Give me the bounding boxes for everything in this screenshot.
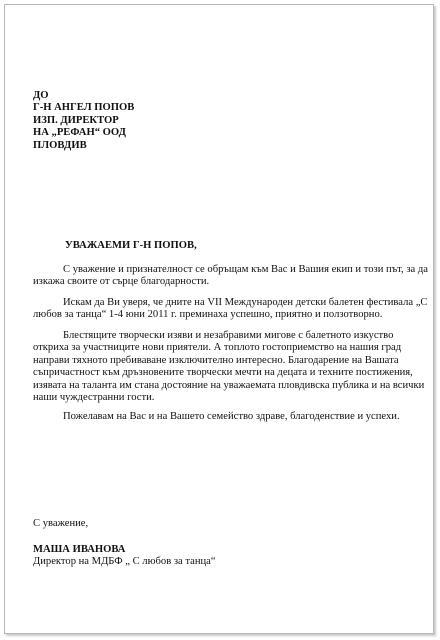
document-page [4, 4, 434, 634]
signer-title: Директор на МДБФ „ С любов за танца“ [33, 556, 216, 567]
paragraph-line: съпричастност към дръзновените творчески мечти на децата и техните постижения, [33, 367, 413, 379]
paragraph-line: Пожелавам на Вас и на Вашето семейство здраве, благоденствие и успехи. [63, 411, 400, 422]
paragraph-line: откриха за участниците нови приятели. А топлото гостоприемство на нашия град [33, 342, 402, 354]
paragraph-hospitality [33, 330, 425, 404]
recipient-address [33, 90, 134, 152]
paragraph-gratitude [33, 264, 428, 289]
paragraph-line: направи тяхното пребиваване изключително интересно. Благодарение на Вашата [33, 354, 399, 366]
paragraph-line: изкажа своите от сърце благодарности. [33, 276, 210, 288]
paragraph-festival [33, 297, 428, 322]
signer-name: МАША ИВАНОВА [33, 544, 126, 555]
recipient-line: ДО [33, 90, 49, 101]
recipient-line: ИЗП. ДИРЕКТОР [33, 114, 119, 126]
paragraph-wishes [33, 411, 415, 423]
recipient-line: ПЛОВДИВ [33, 139, 87, 151]
paragraph-line: наши чуждестранни гости. [33, 392, 155, 404]
paragraph-line: Искам да Ви уверя, че дните на VII Международен детски балетен фестивала „С [63, 297, 428, 308]
recipient-line: НА „РЕФАН“ ООД [33, 127, 126, 139]
paragraph-line: любов за танца“ 1-4 юни 2011 г. преминаха успешно, приятно и ползотворно. [33, 309, 383, 321]
paragraph-line: Блестящите творчески изяви и незабравими мигове с балетното изкуство [63, 330, 394, 341]
closing: С уважение, [33, 518, 89, 529]
recipient-line: Г-Н АНГЕЛ ПОПОВ [33, 102, 135, 114]
paragraph-line: изявата на таланта им стана достояние на уважаемата пловдивска публика и на всички [33, 379, 425, 391]
paragraph-line: С уважение и признателност се обръщам към Вас и Вашия екип и този път, за да [63, 264, 428, 275]
salutation: УВАЖАЕМИ Г-Н ПОПОВ, [65, 240, 197, 251]
